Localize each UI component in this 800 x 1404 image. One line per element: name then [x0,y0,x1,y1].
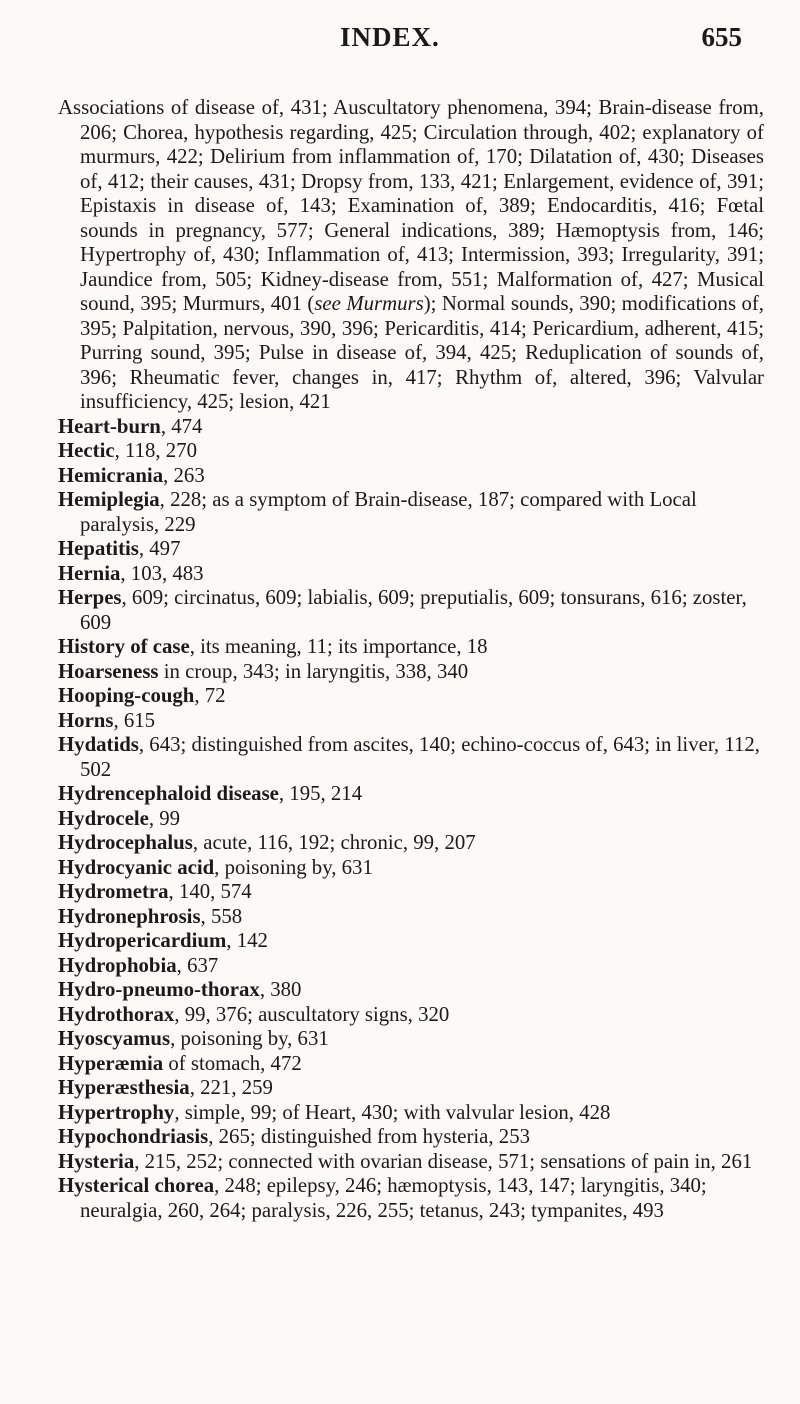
index-entry [58,562,764,587]
index-references: , 637 [176,953,219,977]
index-headword: Hydrometra [58,880,169,903]
index-references: in croup, 343; in laryngitis, 338, 340 [158,659,469,683]
index-headword: Hydrophobia [58,953,177,977]
index-headword: Hypochondriasis [58,1125,209,1148]
index-references: , 215, 252; connected with ovarian disease, 571; sensations of pain in, 261 [134,1149,753,1173]
index-entry [58,1027,764,1052]
index-headword: Hectic [58,439,115,462]
index-references: , 221, 259 [189,1076,273,1099]
index-headword: Hoarseness [58,659,159,683]
index-references: , 474 [160,414,203,438]
index-headword: Hemicrania [58,463,164,487]
index-references: , 140, 574 [168,880,252,903]
index-references: , 99 [148,806,181,830]
page-header [0,22,800,66]
index-headword: Hemiplegia [58,488,160,511]
index-references: , 643; distinguished from ascites, 140; echino-coccus of, 643; in liver, 112, 502 [80,733,760,781]
index-headword: Hysterical chorea [58,1174,215,1197]
index-entry [58,415,764,440]
index-entry [58,660,764,685]
index-entry [58,537,764,562]
running-title: INDEX. [340,22,440,52]
index-entry [58,635,764,660]
index-entry [58,880,764,905]
index-entry [58,586,764,635]
index-references: , 615 [113,708,156,732]
index-entry [58,905,764,930]
index-headword: Hyoscyamus [58,1027,171,1050]
index-entry [58,96,764,415]
index-headword: Hypertrophy [58,1100,175,1124]
index-entry [58,488,764,537]
index-references: , 99, 376; auscultatory signs, 320 [174,1002,450,1026]
index-headword: Hepatitis [58,537,139,560]
index-entry [58,831,764,856]
index-entry [58,1125,764,1150]
index-references: , 497 [138,537,181,560]
index-headword: Hyperæmia [58,1051,164,1075]
index-entry [58,464,764,489]
index-entry [58,1003,764,1028]
index-references: , 609; circinatus, 609; labialis, 609; preputialis, 609; tonsurans, 616; zoster, 609 [80,586,747,634]
index-references: , 558 [200,904,243,928]
index-references: , 195, 214 [278,782,363,805]
index-entry [58,1174,764,1223]
index-entry [58,439,764,464]
index-references: , simple, 99; of Heart, 430; with valvular lesion, 428 [174,1100,611,1124]
index-entry [58,954,764,979]
index-references: , 263 [163,463,205,487]
index-headword: Horns [58,708,114,732]
index-references: , 142 [226,929,268,952]
index-headword: Hyperæsthesia [58,1076,190,1099]
index-references: , 380 [259,978,302,1001]
index-entry [58,978,764,1003]
index-entry [58,1150,764,1175]
index-references: , 228; as a symptom of Brain-disease, 187; compared with Local paralysis, 229 [80,488,697,536]
index-headword: Hydrocephalus [58,831,193,854]
index-headword: Herpes [58,586,122,609]
index-references: , its meaning, 11; its importance, 18 [189,635,488,658]
index-headword: Hydatids [58,733,139,756]
index-references: , poisoning by, 631 [170,1027,329,1050]
index-entries [58,96,764,1223]
index-headword: Hydrothorax [58,1002,175,1026]
index-references: Associations of disease of, 431; Auscultatory phenomena, 394; Brain-disease from, 206; Chorea, hypothesis regarding, 425; Circulation through, 402; explanatory of murmurs, 422; Delirium from inflammation of, 170; Dilatation of, 430; Diseases of, 412; their causes, 431; Dropsy from, 133, 421; Enlargement, evidence of, 391; Epistaxis in disease of, 143; Examination of, 389; Endocarditis, 416; Fœtal sounds in pregnancy, 577; General indications, 389; Hæmoptysis from, 146; Hypertrophy of, 430; Inflammation of, 413; Intermission, 393; Irregularity, 391; Jaundice from, 505; Kidney-disease from, 551; Malformation of, 427; Musical sound, 395; Murmurs, 401 (see Murmurs); Normal sounds, 390; modifications of, 395; Palpitation, nervous, 390, 396; Pericarditis, 414; Pericardium, adherent, 415; Purring sound, 395; Pulse in disease of, 394, 425; Reduplication of sounds of, 396; Rheumatic fever, changes in, 417; Rhythm of, altered, 396; Valvular insufficiency, 425; lesion, 421 [58,96,764,413]
index-references: , 103, 483 [120,561,204,585]
index-headword: Hernia [58,561,121,585]
index-headword: Hydro-pneumo-thorax [58,978,260,1001]
index-references: , 72 [194,684,226,707]
index-references: , 248; epilepsy, 246; hæmoptysis, 143, 147; laryngitis, 340; neuralgia, 260, 264; paralysis, 226, 255; tetanus, 243; tympanites, 493 [80,1174,707,1222]
index-references: , 118, 270 [114,439,197,462]
index-entry [58,856,764,881]
index-entry [58,709,764,734]
index-references: of stomach, 472 [163,1051,302,1075]
index-headword: Hydronephrosis [58,904,201,928]
index-entry [58,1076,764,1101]
index-headword: Hysteria [58,1149,135,1173]
index-references: , poisoning by, 631 [214,855,373,879]
index-headword: Hooping-cough [58,684,195,707]
index-entry [58,929,764,954]
index-references: , acute, 116, 192; chronic, 99, 207 [192,831,476,854]
index-headword: Hydropericardium [58,929,227,952]
index-entry [58,782,764,807]
index-entry [58,1101,764,1126]
page-number: 655 [701,22,742,52]
index-headword: History of case [58,635,190,658]
index-entry [58,1052,764,1077]
index-headword: Hydrocele [58,806,149,830]
index-headword: Heart-burn [58,414,161,438]
index-entry [58,807,764,832]
index-headword: Hydrocyanic acid [58,855,215,879]
index-headword: Hydrencephaloid disease [58,782,279,805]
index-entry [58,684,764,709]
index-references: , 265; distinguished from hysteria, 253 [208,1125,530,1148]
index-entry [58,733,764,782]
